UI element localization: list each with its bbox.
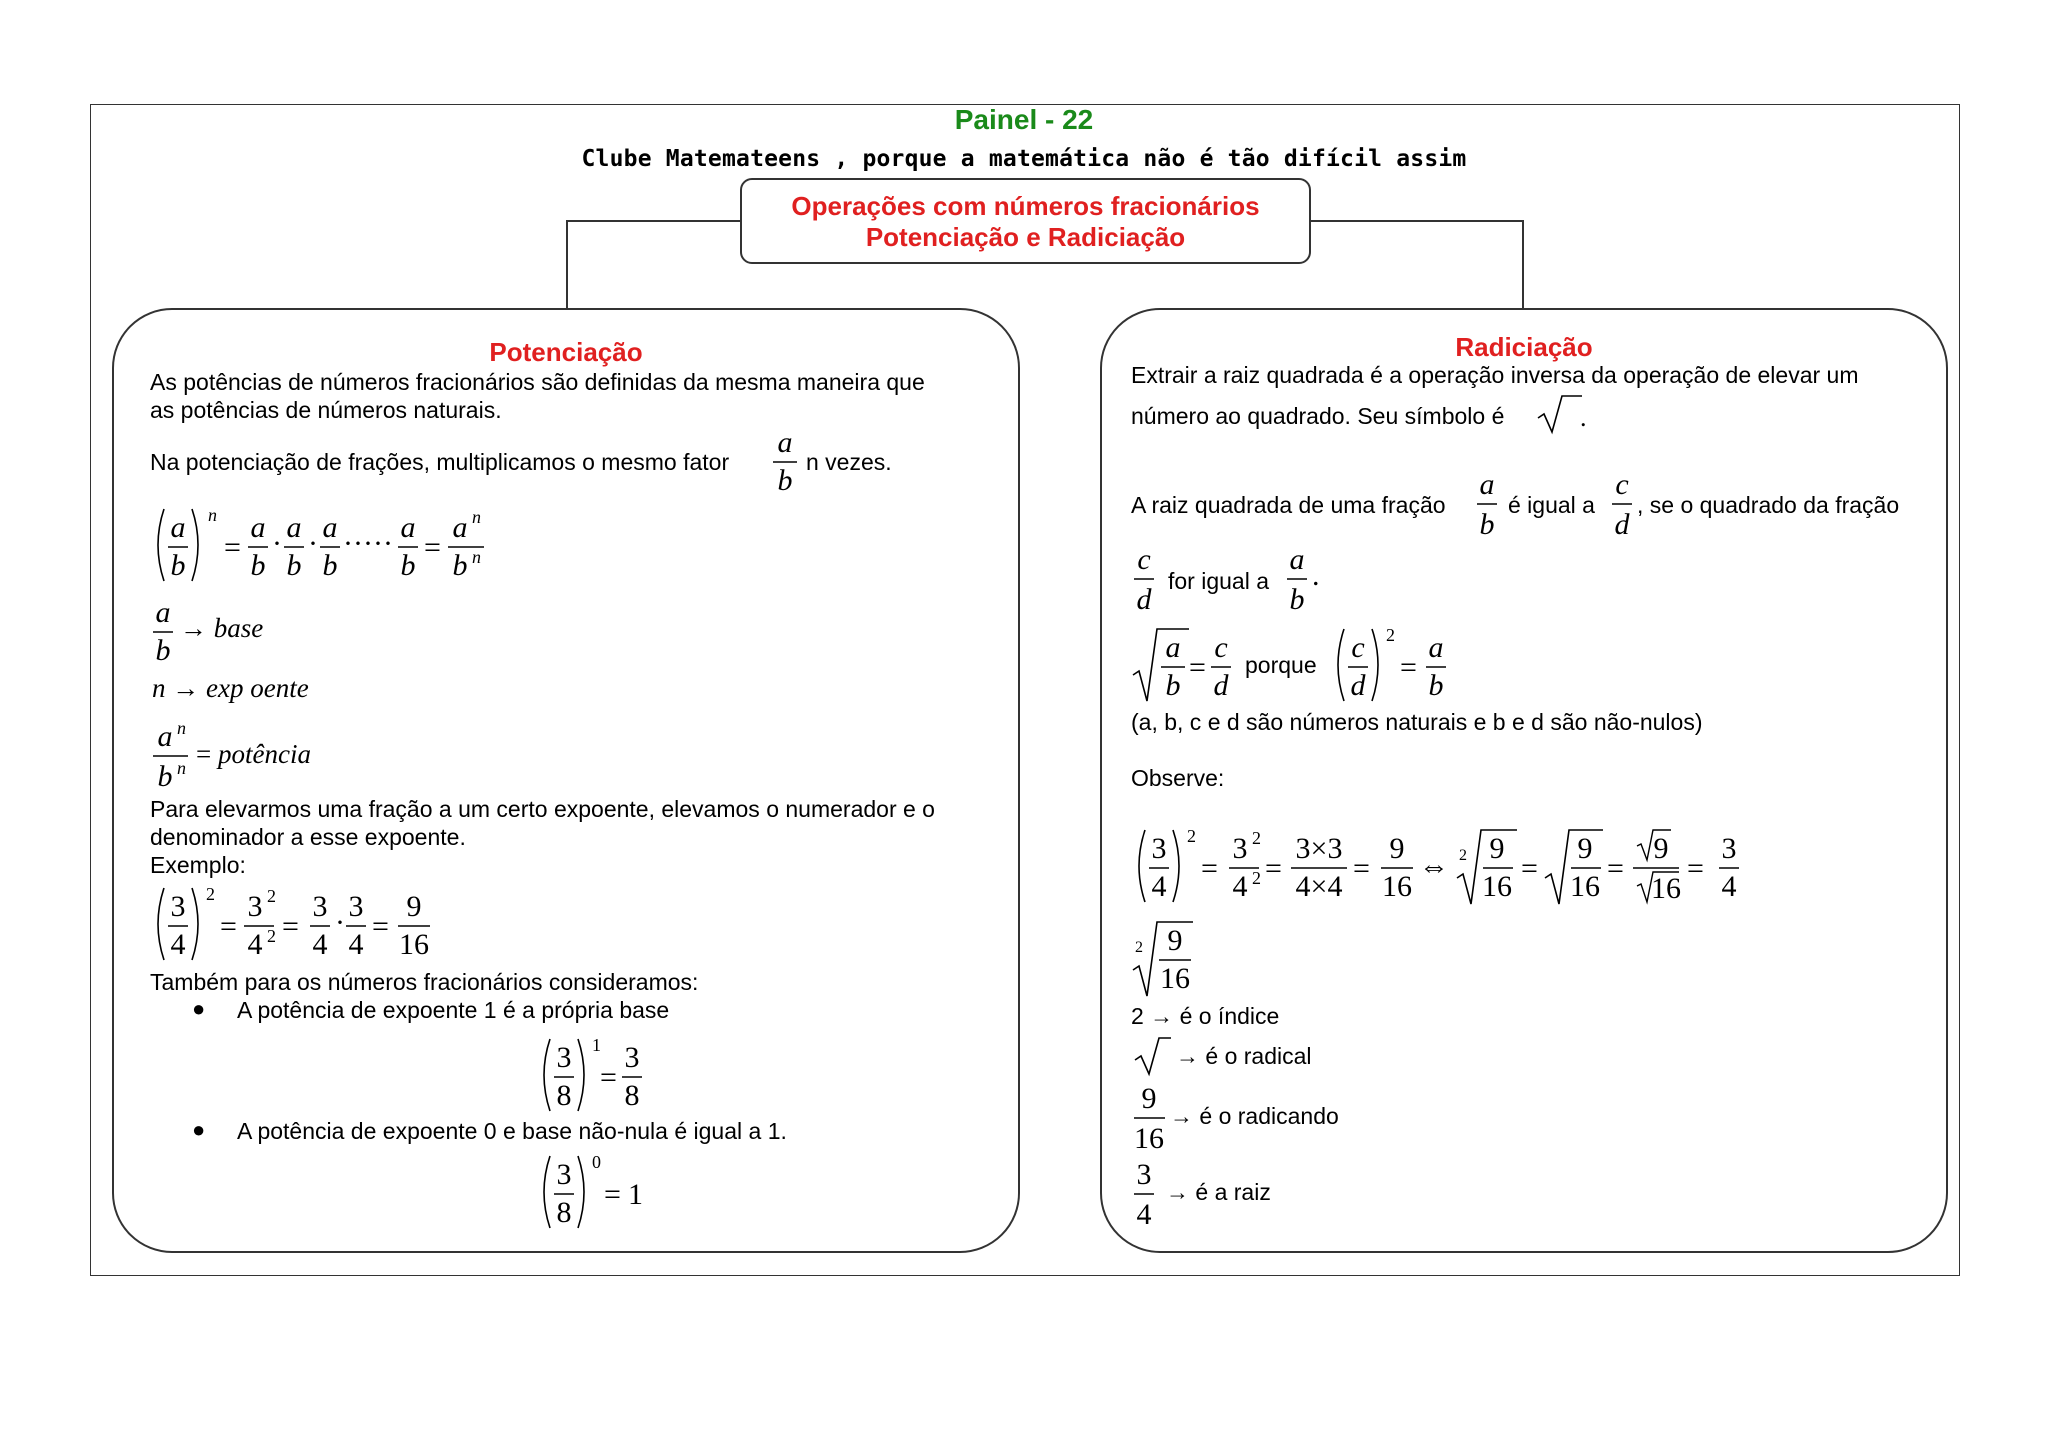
svg-text:b: b <box>155 634 171 667</box>
svg-text:3: 3 <box>170 890 186 923</box>
svg-text:16: 16 <box>399 928 429 961</box>
expoente-0-formula <box>536 1152 646 1232</box>
svg-text:9: 9 <box>1167 924 1183 957</box>
svg-text:9: 9 <box>1577 832 1593 865</box>
svg-text:=: = <box>372 910 389 943</box>
svg-text:b: b <box>400 549 416 582</box>
svg-text:d: d <box>1213 669 1229 702</box>
svg-text:.: . <box>1580 403 1587 432</box>
rad-fraction-c-d <box>1609 470 1635 542</box>
potencia-fraction <box>150 718 195 794</box>
topic-line-1: Operações com números fracionários <box>791 191 1260 221</box>
svg-text:=: = <box>220 910 237 943</box>
svg-text:c: c <box>1351 631 1365 664</box>
tambem-paragraph: Também para os números fracionários consideramos: <box>150 969 699 995</box>
svg-text:3: 3 <box>556 1041 572 1074</box>
svg-text:n: n <box>472 507 481 527</box>
svg-text:4: 4 <box>1151 870 1167 903</box>
exemplo-label: Exemplo: <box>150 852 246 878</box>
svg-text:2: 2 <box>267 886 276 906</box>
svg-text:b: b <box>157 760 173 793</box>
potencia-label: potência <box>217 739 311 769</box>
svg-text:3: 3 <box>1232 832 1248 865</box>
potencia-definition: = potência <box>196 739 311 769</box>
svg-text:16: 16 <box>1570 870 1600 903</box>
svg-text:b: b <box>322 549 338 582</box>
rad-fraction-a-b-2 <box>1284 545 1324 617</box>
pot-paragraph-2: Na potenciação de frações, multiplicamos o mesmo fator <box>150 449 730 475</box>
svg-text:3: 3 <box>556 1158 572 1191</box>
rad-fraction-c-d-2 <box>1131 545 1157 617</box>
svg-text:a: a <box>452 511 468 544</box>
svg-text:a: a <box>1289 543 1305 576</box>
svg-text:=: = <box>1265 852 1282 885</box>
pot-paragraph-1b: as potências de números naturais. <box>150 397 502 423</box>
connector-right <box>1311 220 1524 310</box>
svg-text:a: a <box>250 511 266 544</box>
svg-text:4: 4 <box>247 928 263 961</box>
svg-text:3: 3 <box>1151 832 1167 865</box>
raiz-fraction <box>1131 1156 1161 1236</box>
svg-text:16: 16 <box>1651 872 1681 905</box>
pot-paragraph-3b: denominador a esse expoente. <box>150 824 466 850</box>
pot-paragraph-1a: As potências de números fracionários são definidas da mesma maneira que <box>150 369 925 395</box>
svg-text:a: a <box>170 511 186 544</box>
svg-text:=: = <box>1353 852 1370 885</box>
raiz-label: → é a raiz <box>1166 1179 1271 1205</box>
svg-text:3×3: 3×3 <box>1295 832 1343 865</box>
svg-text:a: a <box>400 511 416 544</box>
svg-text:·····: ····· <box>343 527 393 560</box>
connector-left <box>566 220 742 310</box>
svg-text:a: a <box>322 511 338 544</box>
svg-text:9: 9 <box>1141 1082 1157 1115</box>
pot-paragraph-3a: Para elevarmos uma fração a um certo expoente, elevamos o numerador e o <box>150 796 935 822</box>
svg-text:·: · <box>272 527 282 560</box>
svg-text:2: 2 <box>1252 868 1261 888</box>
rad-paragraph-3: for igual a <box>1168 568 1270 594</box>
svg-text:b: b <box>452 549 468 582</box>
svg-text:=: = <box>224 531 241 564</box>
svg-text:4: 4 <box>1232 870 1248 903</box>
svg-text:9: 9 <box>1653 832 1669 865</box>
svg-text:2: 2 <box>206 884 215 904</box>
bullet-dot-2: ● <box>192 1117 206 1142</box>
fraction-a-over-b <box>770 428 800 498</box>
svg-text:2: 2 <box>1386 625 1395 645</box>
svg-text:a: a <box>286 511 302 544</box>
svg-text:a: a <box>1428 631 1444 664</box>
svg-text:9: 9 <box>1389 832 1405 865</box>
naturais-note: (a, b, c e d são números naturais e b e d são não-nulos) <box>1131 709 1703 735</box>
svg-text:16: 16 <box>1160 962 1190 995</box>
svg-text:16: 16 <box>1382 870 1412 903</box>
svg-text:d: d <box>1136 583 1152 616</box>
radical-example <box>1131 918 1201 1000</box>
base-arrow: → base <box>180 613 264 643</box>
bullet-2-text: A potência de expoente 0 e base não-nula é igual a 1. <box>237 1118 787 1144</box>
svg-text:a: a <box>777 426 793 459</box>
svg-text:=: = <box>1521 852 1538 885</box>
svg-text:·: · <box>335 906 345 939</box>
svg-text:4: 4 <box>170 928 186 961</box>
svg-text:8: 8 <box>556 1079 572 1112</box>
svg-text:=: = <box>424 531 441 564</box>
expoente-1-formula <box>536 1035 646 1115</box>
svg-text:4: 4 <box>1721 870 1737 903</box>
svg-text:2: 2 <box>267 926 276 946</box>
svg-text:2: 2 <box>1459 847 1467 864</box>
indice-label: 2 → é o índice <box>1131 1003 1280 1029</box>
radicando-fraction <box>1131 1080 1171 1160</box>
expoente-definition: n → exp oente <box>152 673 309 703</box>
porque-label: porque <box>1245 652 1317 678</box>
topic-box <box>740 178 1311 264</box>
rad-paragraph-2c: , se o quadrado da fração <box>1637 492 1900 518</box>
svg-text:=: = <box>600 1061 617 1094</box>
svg-text:a: a <box>157 720 173 753</box>
svg-text:2: 2 <box>1252 828 1261 848</box>
svg-text:2: 2 <box>1187 826 1196 846</box>
svg-text:n: n <box>177 718 186 738</box>
svg-text:b: b <box>250 549 266 582</box>
svg-text:3: 3 <box>312 890 328 923</box>
bullet-1-text: A potência de expoente 1 é a própria base <box>237 997 670 1023</box>
svg-text:d: d <box>1350 669 1366 702</box>
svg-text:16: 16 <box>1482 870 1512 903</box>
svg-text:b: b <box>1289 583 1305 616</box>
svg-text:b: b <box>1165 669 1181 702</box>
sqrt-symbol-icon <box>1536 392 1596 434</box>
observe-formula <box>1131 826 1751 908</box>
radical-label: → é o radical <box>1176 1043 1312 1069</box>
rad-paragraph-1b: número ao quadrado. Seu símbolo é <box>1131 403 1505 429</box>
svg-text:a: a <box>155 596 171 629</box>
observe-label: Observe: <box>1131 765 1225 791</box>
rad-fraction-a-b <box>1474 470 1500 542</box>
expoente-label: exp oente <box>206 673 309 703</box>
svg-text:4: 4 <box>1136 1198 1152 1231</box>
svg-text:n: n <box>208 505 217 525</box>
rad-paragraph-2b: é igual a <box>1508 492 1595 518</box>
svg-text:=: = <box>1607 852 1624 885</box>
svg-text:b: b <box>1428 669 1444 702</box>
svg-text:=: = <box>1400 651 1417 684</box>
svg-text:c: c <box>1137 543 1151 576</box>
svg-text:d: d <box>1614 508 1630 541</box>
svg-text:b: b <box>170 549 186 582</box>
base-label: base <box>213 613 264 643</box>
bullet-dot-1: ● <box>192 996 206 1021</box>
pot-paragraph-2-end: n vezes. <box>806 449 892 475</box>
base-definition <box>150 598 180 668</box>
svg-text:4×4: 4×4 <box>1295 870 1343 903</box>
radical-symbol-icon <box>1133 1034 1173 1076</box>
svg-text:4: 4 <box>348 928 364 961</box>
svg-text:·: · <box>308 527 318 560</box>
svg-text:b: b <box>777 464 793 497</box>
svg-text:8: 8 <box>556 1196 572 1229</box>
svg-text:3: 3 <box>1721 832 1737 865</box>
svg-text:0: 0 <box>592 1152 601 1172</box>
topic-line-2: Potenciação e Radiciação <box>865 222 1186 252</box>
svg-text:2: 2 <box>1135 939 1143 956</box>
svg-text:1: 1 <box>628 1178 643 1211</box>
sqrt-definition-c-d <box>1208 625 1238 705</box>
svg-text:=: = <box>282 910 299 943</box>
svg-text:=: = <box>604 1178 621 1211</box>
svg-text:=: = <box>1189 651 1206 684</box>
svg-text:c: c <box>1214 631 1228 664</box>
svg-text:9: 9 <box>406 890 422 923</box>
svg-text:3: 3 <box>348 890 364 923</box>
svg-text:3: 3 <box>624 1041 640 1074</box>
potenciacao-title: Potenciação <box>489 337 643 367</box>
svg-text:n: n <box>472 547 481 567</box>
svg-text:⇔: ⇔ <box>1419 850 1449 883</box>
svg-text:c: c <box>1615 468 1629 501</box>
svg-text:1: 1 <box>592 1035 601 1055</box>
page-subtitle: Clube Matemateens , porque a matemática não é tão difícil assim <box>581 146 1467 172</box>
svg-text:a: a <box>1479 468 1495 501</box>
radicando-label: → é o radicando <box>1170 1103 1339 1129</box>
svg-text:9: 9 <box>1489 832 1505 865</box>
svg-text:a: a <box>1165 631 1181 664</box>
svg-text:.: . <box>1312 559 1320 592</box>
svg-text:3: 3 <box>1136 1158 1152 1191</box>
example-formula <box>150 884 450 964</box>
svg-text:b: b <box>286 549 302 582</box>
svg-text:3: 3 <box>247 890 263 923</box>
svg-text:b: b <box>1479 508 1495 541</box>
svg-text:4: 4 <box>312 928 328 961</box>
sqrt-definition-right <box>1330 625 1460 705</box>
rad-paragraph-2a: A raiz quadrada de uma fração <box>1131 492 1446 518</box>
radiciacao-title: Radiciação <box>1455 332 1593 362</box>
svg-text:n: n <box>177 758 186 778</box>
rad-paragraph-1a: Extrair a raiz quadrada é a operação inversa da operação de elevar um <box>1131 362 1859 388</box>
svg-text:=: = <box>1687 852 1704 885</box>
page-title: Painel - 22 <box>954 104 1094 135</box>
power-definition-formula <box>150 505 510 585</box>
svg-text:8: 8 <box>624 1079 640 1112</box>
svg-text:=: = <box>1201 852 1218 885</box>
svg-text:16: 16 <box>1134 1122 1164 1155</box>
